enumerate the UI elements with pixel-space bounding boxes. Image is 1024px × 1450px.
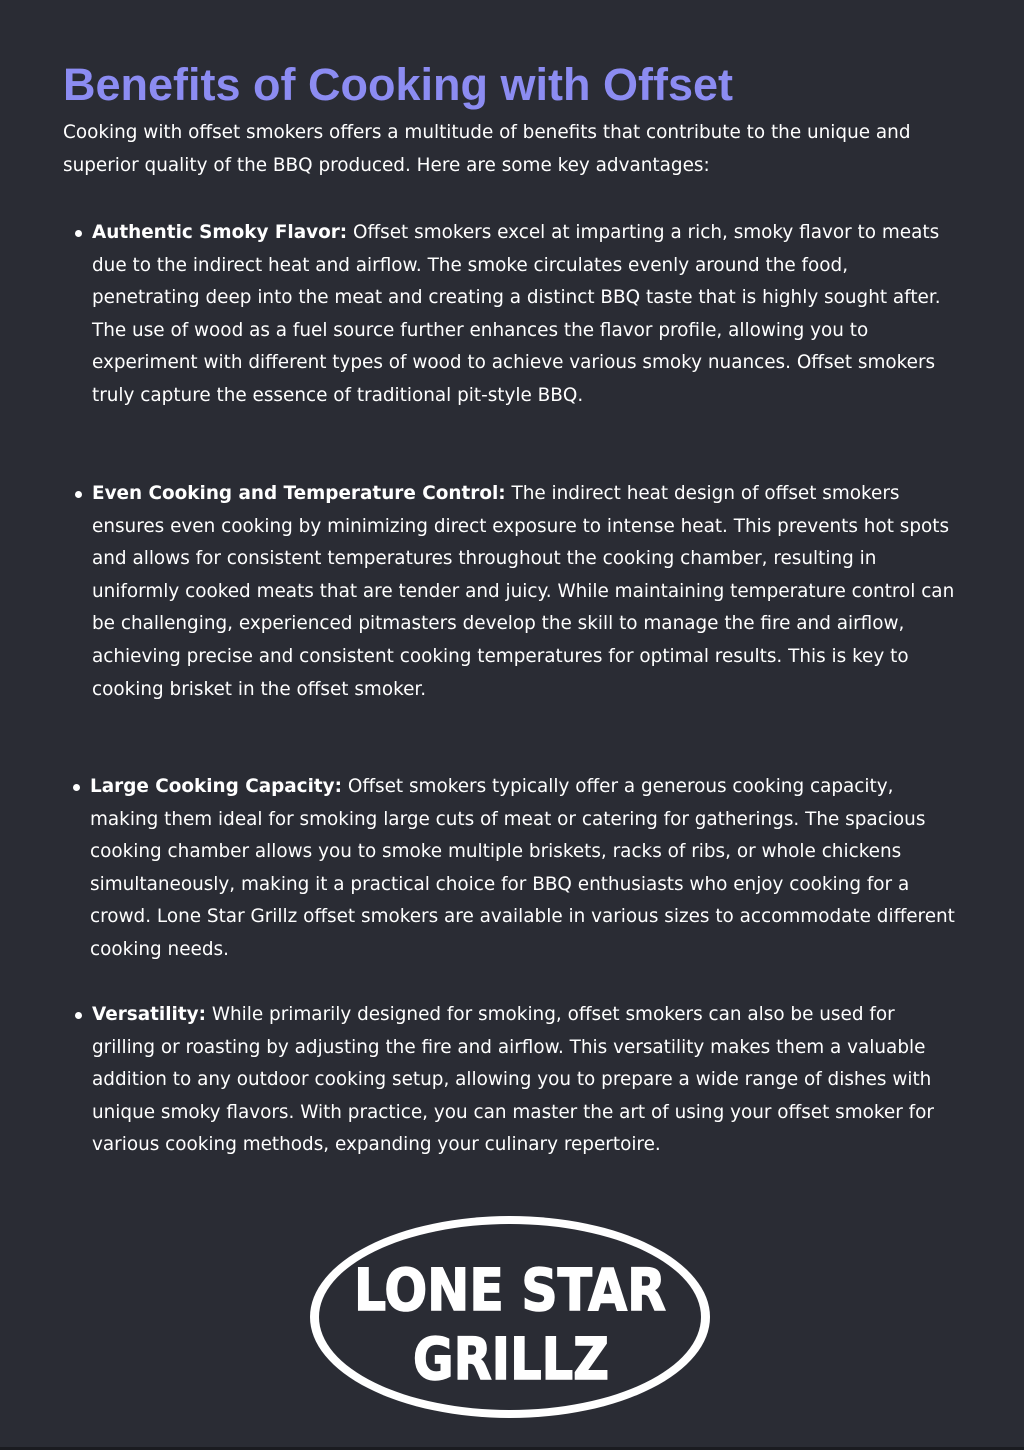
- bullet-dot: [75, 1012, 82, 1019]
- intro-paragraph: Cooking with offset smokers offers a multitude of benefits that contribute to the unique and superior quality of the BBQ produced. Here are some key advantages:: [63, 122, 911, 176]
- benefit-label: Authentic Smoky Flavor:: [92, 222, 348, 243]
- benefit-item-authentic-smoky-flavor: [92, 217, 958, 413]
- logo-line-2: GRILLZ: [413, 1325, 609, 1393]
- lone-star-grillz-logo: [305, 1211, 715, 1424]
- benefit-item-large-cooking-capacity: [90, 771, 958, 967]
- benefit-text: Offset smokers excel at imparting a rich, smoky flavor to meats due to the indirect heat and airflow. The smoke circulates evenly around the food, penetrating deep into the meat and creating a distinct BBQ taste that is highly sought after. The use of wood as a fuel source further enhances the flavor profile, allowing you to experiment with different types of wood to achieve various smoky nuances. Offset smokers truly capture the essence of traditional pit-style BBQ.: [92, 222, 941, 406]
- logo-line-1: LONE STAR: [354, 1256, 666, 1324]
- benefit-item-versatility: [92, 999, 958, 1162]
- benefit-label: Even Cooking and Temperature Control:: [92, 483, 506, 504]
- benefit-text: While primarily designed for smoking, offset smokers can also be used for grilling or roasting by adjusting the fire and airflow. This versatility makes them a valuable addition to any outdoor cooking setup, allowing you to prepare a wide range of dishes with unique smoky flavors. With practice, you can master the art of using your offset smoker for various cooking methods, expanding your culinary repertoire.: [92, 1004, 934, 1156]
- benefit-label: Large Cooking Capacity:: [90, 776, 343, 797]
- benefit-text: Offset smokers typically offer a generous cooking capacity, making them ideal for smoking large cuts of meat or catering for gatherings. The spacious cooking chamber allows you to smoke multiple briskets, racks of ribs, or whole chickens simultaneously, making it a practical choice for BBQ enthusiasts who enjoy cooking for a crowd. Lone Star Grillz offset smokers are available in various sizes to accommodate different cooking needs.: [90, 776, 955, 960]
- benefit-label: Versatility:: [92, 1004, 206, 1025]
- benefit-item-even-cooking: [92, 478, 964, 706]
- bullet-dot: [75, 230, 82, 237]
- bullet-dot: [75, 491, 82, 498]
- page-title: Benefits of Cooking with Offset: [63, 59, 733, 110]
- bullet-dot: [73, 784, 80, 791]
- benefit-text: The indirect heat design of offset smokers ensures even cooking by minimizing direct exposure to intense heat. This prevents hot spots and allows for consistent temperatures throughout the cooking chamber, resulting in uniformly cooked meats that are tender and juicy. While maintaining temperature control can be challenging, experienced pitmasters develop the skill to manage the fire and airflow, achieving precise and consistent cooking temperatures for optimal results. This is key to cooking brisket in the offset smoker.: [92, 483, 955, 700]
